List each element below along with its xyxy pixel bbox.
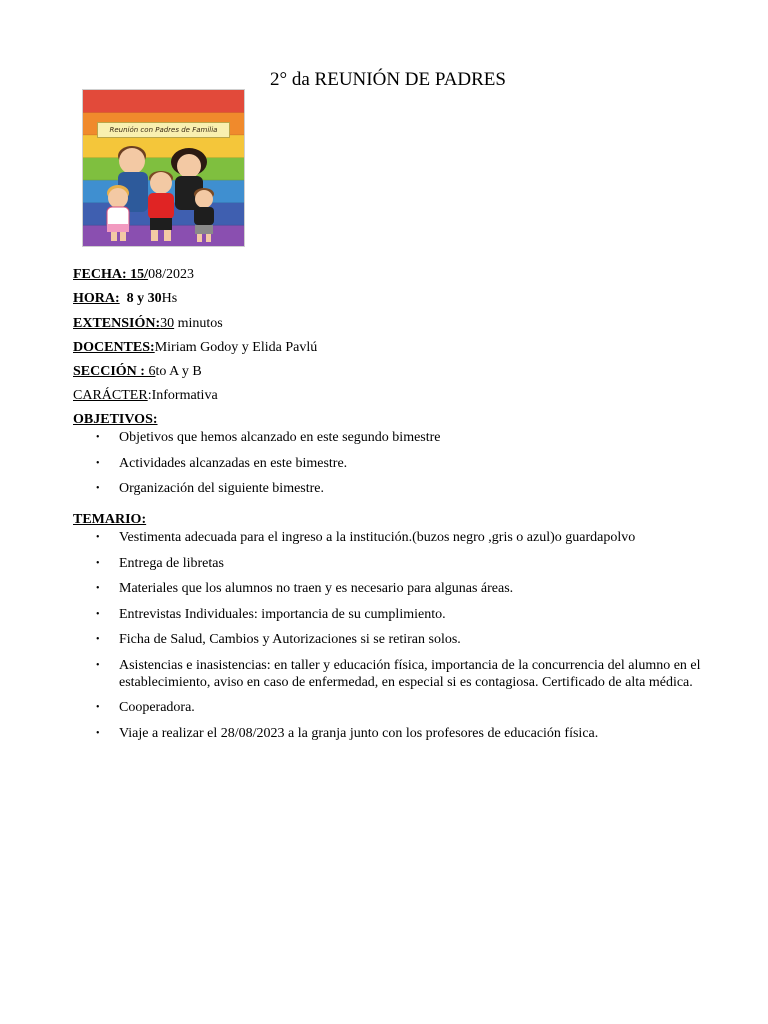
list-item (73, 699, 723, 716)
caracter-line (73, 387, 713, 411)
objetivos-list (73, 429, 723, 497)
temario-text: Vestimenta adecuada para el ingreso a la institución.(buzos negro ,gris o azul)o guardapolvo (119, 530, 636, 545)
bullet-icon: • (96, 702, 100, 713)
fecha-line (73, 266, 713, 290)
extension-line (73, 315, 713, 339)
temario-text: Materiales que los alumnos no traen y es necesario para algunas áreas. (119, 581, 514, 596)
bullet-icon: • (96, 634, 100, 645)
fecha-value: 08/2023 (148, 267, 194, 282)
docentes-line (73, 339, 713, 363)
bullet-icon: • (96, 557, 100, 569)
fecha-label: FECHA: 15/ (73, 267, 149, 282)
hora-bold-value: 8 y 30 (126, 291, 162, 307)
temario-text: Asistencias e inasistencias: en taller y educación física, importancia de la concurrencia del alumno en el establecimiento, aviso en caso de enfermedad, en especial si es contagiosa. Certificado de alta médica. (119, 657, 701, 690)
objetivo-text: Actividades alcanzadas en este bimestre. (119, 455, 348, 471)
docentes-value: Miriam Godoy y Elida Pavlú (154, 339, 318, 355)
temario-text: Cooperadora. (119, 700, 195, 715)
seccion-line (73, 363, 713, 387)
background-stripe (83, 90, 245, 113)
hora-label: HORA: (73, 291, 120, 307)
bullet-icon: • (96, 457, 100, 469)
bullet-icon: • (96, 727, 100, 739)
bullet-icon: • (96, 432, 100, 443)
caracter-label: CARÁCTER (73, 388, 148, 404)
background-stripe (83, 135, 245, 158)
temario-text: Entrega de libretas (119, 555, 224, 571)
objetivos-heading: OBJETIVOS: (73, 412, 158, 427)
list-item (73, 606, 723, 623)
temario-text: Ficha de Salud, Cambios y Autorizaciones si se retiran solos. (119, 632, 461, 647)
temario-section (73, 511, 723, 750)
bullet-icon: • (96, 532, 100, 543)
list-item (73, 480, 723, 497)
extension-label: EXTENSIÓN: (73, 315, 161, 331)
objetivo-text: Organización del siguiente bimestre. (119, 481, 325, 496)
list-item (73, 455, 723, 472)
list-item (73, 657, 723, 691)
illustration-caption: Reunión con Padres de Familia (97, 122, 230, 138)
temario-list (73, 529, 723, 742)
seccion-value: to A y B (155, 364, 202, 380)
extension-underlined-value: 30 (160, 315, 175, 331)
list-item (73, 580, 723, 597)
family-meeting-illustration (82, 89, 245, 247)
seccion-label: SECCIÓN : (73, 364, 149, 380)
meeting-details (73, 266, 713, 412)
list-item (73, 555, 723, 572)
list-item (73, 529, 723, 546)
objetivos-section (73, 411, 723, 506)
list-item (73, 429, 723, 446)
document-title: 2° da REUNIÓN DE PADRES (270, 69, 506, 90)
temario-text: Entrevistas Individuales: importancia de su cumplimiento. (119, 606, 446, 622)
list-item (73, 725, 723, 742)
list-item (73, 631, 723, 648)
temario-text: Viaje a realizar el 28/08/2023 a la granja junto con los profesores de educación física. (119, 725, 599, 741)
seccion-underlined-value: 6 (148, 364, 156, 380)
extension-value: minutos (174, 315, 223, 331)
objetivo-text: Objetivos que hemos alcanzado en este segundo bimestre (119, 430, 441, 445)
bullet-icon: • (96, 659, 100, 671)
hora-value: Hs (161, 291, 178, 307)
hora-line (73, 290, 713, 314)
family-illustration-icon (83, 90, 245, 247)
bullet-icon: • (96, 608, 100, 620)
temario-heading: TEMARIO: (73, 512, 147, 527)
docentes-label: DOCENTES: (73, 339, 155, 355)
caracter-value: :Informativa (147, 388, 218, 404)
bullet-icon: • (96, 483, 100, 494)
bullet-icon: • (96, 583, 100, 594)
